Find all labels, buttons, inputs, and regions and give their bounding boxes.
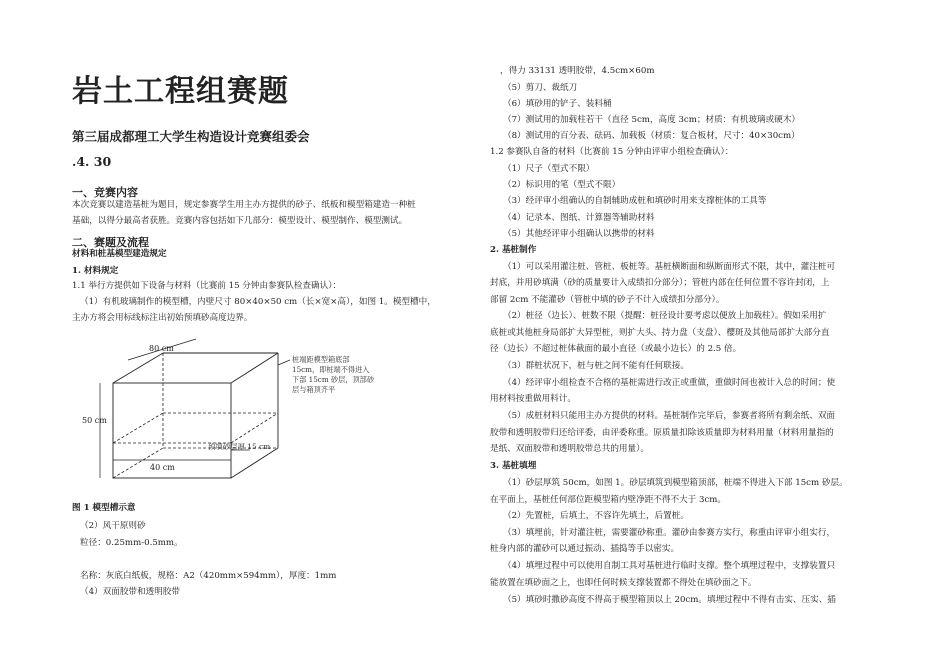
- list-item: （4）记录本、图纸、计算器等辅助材料: [503, 213, 655, 223]
- model-tank-figure: [78, 335, 388, 485]
- paragraph-line: （1）可以采用灌注桩、管桩、板桩等。基桩横断面和纵断面形式不限，其中，灌注桩可: [503, 262, 836, 272]
- dim-top-label: 80 cm: [149, 344, 174, 353]
- list-item: （2）风干原则砂: [80, 521, 146, 531]
- annotation-line: 层与箱顶齐平: [292, 385, 336, 394]
- paragraph-line: （1）砂层厚筑 50cm，如图 1。砂层填筑到模型箱顶部，桩端不得进入下部 15cm 砂层。: [503, 478, 848, 488]
- list-item: （1）尺子（型式不限）: [503, 164, 595, 174]
- paragraph-line: （5）填砂时撒砂高度不得高于模型箱顶以上 20cm。填埋过程中不得有击实、压实、插: [503, 595, 836, 605]
- paragraph-line: （3）群桩状况下，桩与桩之间不能有任何联接。: [503, 361, 689, 371]
- annotation-line: 下部 15cm 砂层，顶部砂: [292, 375, 375, 384]
- paragraph-line: 在平面上，基桩任何部位距模型箱内壁净距不得不大于 3cm。: [490, 495, 727, 505]
- paragraph-line: （4）填埋过程中可以使用自制工具对基桩进行临时支撑。整个填埋过程中，支撑装置只: [503, 561, 836, 571]
- subsection-heading: 3. 基桩填埋: [490, 461, 537, 471]
- list-item: （6）填砂用的铲子、装料桶: [503, 99, 612, 109]
- paragraph-line: 封底，并用砂填满（砂的质量要计入成绩扣分部分）；管桩内部在任何位置不容许封闭，上: [490, 278, 830, 288]
- list-item: 名称：灰底白纸板，规格：A2（420mm×594mm），厚度：1mm: [80, 571, 337, 581]
- paragraph-line: （5）成桩材料只能用主办方提供的材料。基桩制作完毕后，参赛者将所有剩余纸、双面: [503, 411, 836, 421]
- list-item: （5）其他经评审小组确认以携带的材料: [503, 229, 655, 239]
- subsection-heading: 1. 材料规定: [72, 266, 119, 276]
- section-1-heading: 一、竞赛内容: [72, 186, 138, 199]
- dim-bottom-label: 40 cm: [150, 463, 175, 472]
- list-item: （3）经评审小组确认的自制辅助成桩和填砂时用来支撑桩体的工具等: [503, 196, 767, 206]
- subsection-heading: 2. 基桩制作: [490, 245, 537, 255]
- paragraph-line: （1）有机玻璃制作的模型槽，内壁尺寸 80×40×50 cm（长×宽×高），如图 1。模型槽中，: [80, 297, 436, 307]
- paragraph-line: 径（边长）不超过桩体截面的最小直径（或最小边长）的 2.5 倍。: [490, 344, 742, 354]
- list-item: （4）双面胶带和透明胶带: [80, 587, 180, 597]
- list-item: （7）测试用的加载柱若干（直径 5cm，高度 3cm；材质：有机玻璃或硬木）: [503, 115, 801, 125]
- paragraph-line: （2）先置桩，后填土，不容许先填土，后置桩。: [503, 511, 689, 521]
- annotation-line: 桩端距模型箱底部: [292, 355, 350, 364]
- figure-caption: 图 1 模型槽示意: [72, 503, 136, 513]
- paragraph-line: 桩身内部的灌砂可以通过振动、插捣等手以密实。: [490, 544, 680, 554]
- paragraph-line: 部留 2cm 不能灌砂（管桩中填的砂子不计入成绩扣分部分）。: [490, 295, 725, 305]
- list-item: （2）标识用的笔（型式不限）: [503, 180, 621, 190]
- paragraph-line: 胶带和透明胶带归还给评委，由评委称重。原质量扣除该质量即为材料用量（材料用量指的: [490, 428, 834, 438]
- paragraph-line: 能放置在填砂面之上，也即任何时候支撑装置都不得处在填砂面之下。: [490, 578, 757, 588]
- page-subtitle: 第三届成都理工大学生构造设计竞赛组委会: [72, 129, 310, 144]
- list-item: （8）测试用的百分表、砝码、加载板（材质：复合板材，尺寸：40×30cm）: [503, 131, 800, 141]
- section-2-heading: 二、赛题及流程: [72, 236, 149, 249]
- paragraph-line: 是纸、双面胶带和透明胶带总共的用量）。: [490, 444, 649, 454]
- paragraph-line: 基础，以得分最高者获胜。竞赛内容包括如下几部分：模型设计、模型制作、模型测试。: [72, 216, 408, 226]
- list-item: ，得力 33131 透明胶带，4.5cm×60m: [500, 66, 655, 76]
- list-item: 粒径：0.25mm-0.5mm。: [80, 538, 183, 548]
- paragraph-line: 用材料按重做用料计。: [490, 394, 576, 404]
- paragraph-line: （2）桩径（边长）、桩数不限（提醒：桩径设计要考虑以便放上加载柱）。假如采用扩: [503, 311, 827, 321]
- annotation-line: 15cm，即桩端不得进入: [292, 365, 370, 374]
- dim-side-label: 50 cm: [82, 416, 107, 425]
- page-title: 岩土工程组赛题: [72, 74, 289, 109]
- paragraph-line: （4）经评审小组检查不合格的基桩需进行改正或重做，重做时间也被计入总的时间；使: [503, 378, 836, 388]
- paragraph-line: 本次竞赛以建造基桩为题目，规定参赛学生用主办方提供的砂子、纸板和模型箱建造一种桩: [72, 200, 416, 210]
- paragraph-line: 底桩或其他桩身局部扩大异型桩，则扩大头、持力盘（支盘）、樱斑及其他局部扩大部分直: [490, 328, 830, 338]
- paragraph-line: 1.1 举行方提供如下设备与材料（比赛前 15 分钟由参赛队检查确认）：: [72, 281, 342, 291]
- subsection-heading: 材料和桩基模型建造规定: [72, 249, 167, 259]
- paragraph-line: 主办方将会用标线标注出初始预填砂高度边界。: [72, 313, 253, 323]
- page-date: .4. 30: [72, 154, 112, 169]
- list-item: （5）剪刀、裁纸刀: [503, 83, 578, 93]
- paragraph-line: （3）填埋前，针对灌注桩，需要灌砂称重。灌砂由参赛方实行，称重由评审小组实行，: [503, 528, 836, 538]
- paragraph-line: 1.2 参赛队自备的材料（比赛前 15 分钟由评审小组检查确认）：: [490, 147, 734, 157]
- pre-fill-label: 预填砂层厚 15 cm: [208, 442, 271, 451]
